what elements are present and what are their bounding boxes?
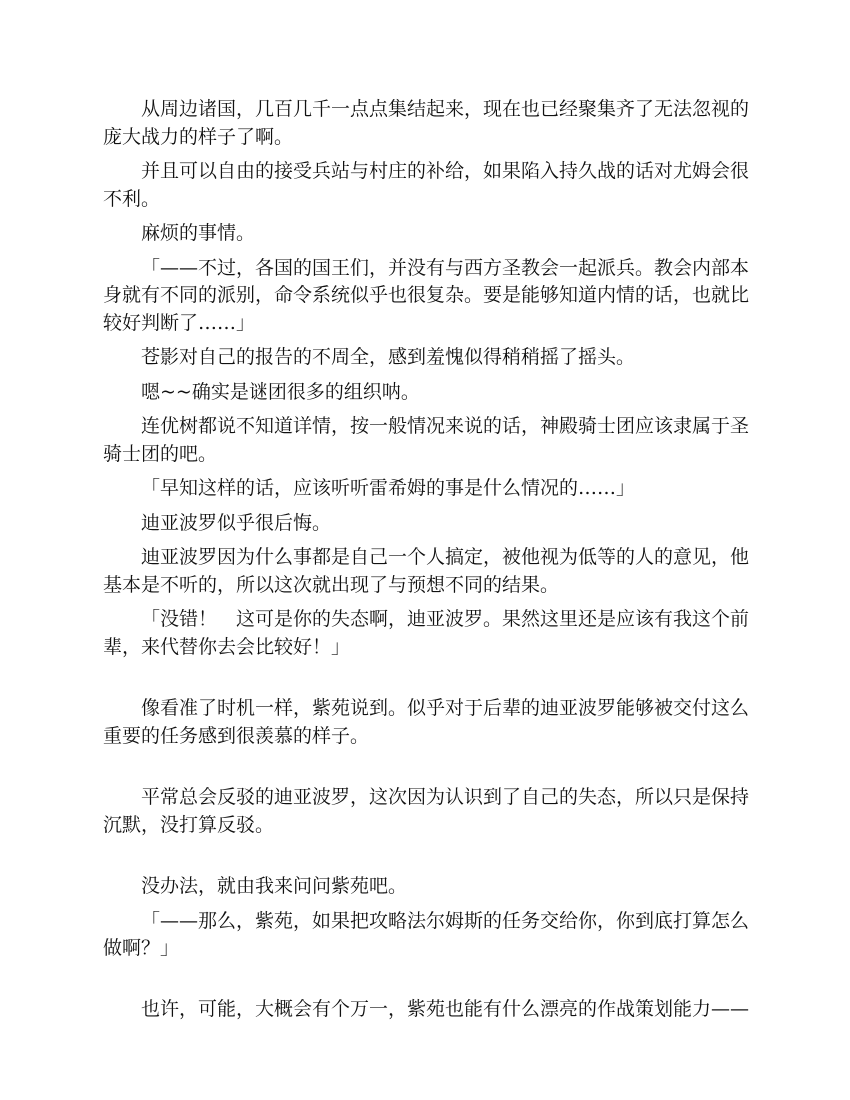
paragraph-12: 像看准了时机一样，紫苑说到。似乎对于后辈的迪亚波罗能够被交付这么重要的任务感到很羡慕的样子。 [103, 697, 750, 747]
paragraph-5: 苍影对自己的报告的不周全，感到羞愧似得稍稍摇了摇头。 [141, 346, 636, 368]
paragraph-6: 嗯~~确实是谜团很多的组织呐。 [141, 380, 420, 403]
paragraph-9: 迪亚波罗似乎很后悔。 [141, 511, 332, 534]
paragraph-7: 连优树都说不知道详情，按一般情况来说的话，神殿骑士团应该隶属于圣骑士团的吧。 [103, 415, 750, 465]
paragraph-13: 平常总会反驳的迪亚波罗，这次因为认识到了自己的失态，所以只是保持沉默，没打算反驳。 [103, 786, 750, 836]
paragraph-11: 「没错！ 这可是你的失态啊，迪亚波罗。果然这里还是应该有我这个前辈，来代替你去会比较好！」 [103, 608, 750, 658]
document-body [103, 96, 749, 1030]
paragraph-2: 并且可以自由的接受兵站与村庄的补给，如果陷入持久战的话对尤姆会很不利。 [103, 160, 750, 210]
paragraph-8: 「早知这样的话，应该听听雷希姆的事是什么情况的……」 [141, 477, 636, 499]
paragraph-10: 迪亚波罗因为什么事都是自己一个人搞定，被他视为低等的人的意见，他基本是不听的，所以这次就出现了与预想不同的结果。 [103, 546, 750, 596]
paragraph-4: 「——不过，各国的国王们，并没有与西方圣教会一起派兵。教会内部本身就有不同的派别，命令系统似乎也很复杂。要是能够知道内情的话，也就比较好判断了……」 [103, 256, 750, 334]
paragraph-14: 没办法，就由我来问问紫苑吧。 [141, 875, 408, 897]
paragraph-1: 从周边诸国，几百几千一点点集结起来，现在也已经聚集齐了无法忽视的庞大战力的样子了啊。 [103, 98, 750, 148]
paragraph-16: 也许，可能，大概会有个万一，紫苑也能有什么漂亮的作战策划能力—— [141, 997, 750, 1020]
paragraph-3: 麻烦的事情。 [141, 222, 256, 244]
paragraph-15: 「——那么，紫苑，如果把攻略法尔姆斯的任务交给你，你到底打算怎么做啊？」 [103, 909, 750, 959]
